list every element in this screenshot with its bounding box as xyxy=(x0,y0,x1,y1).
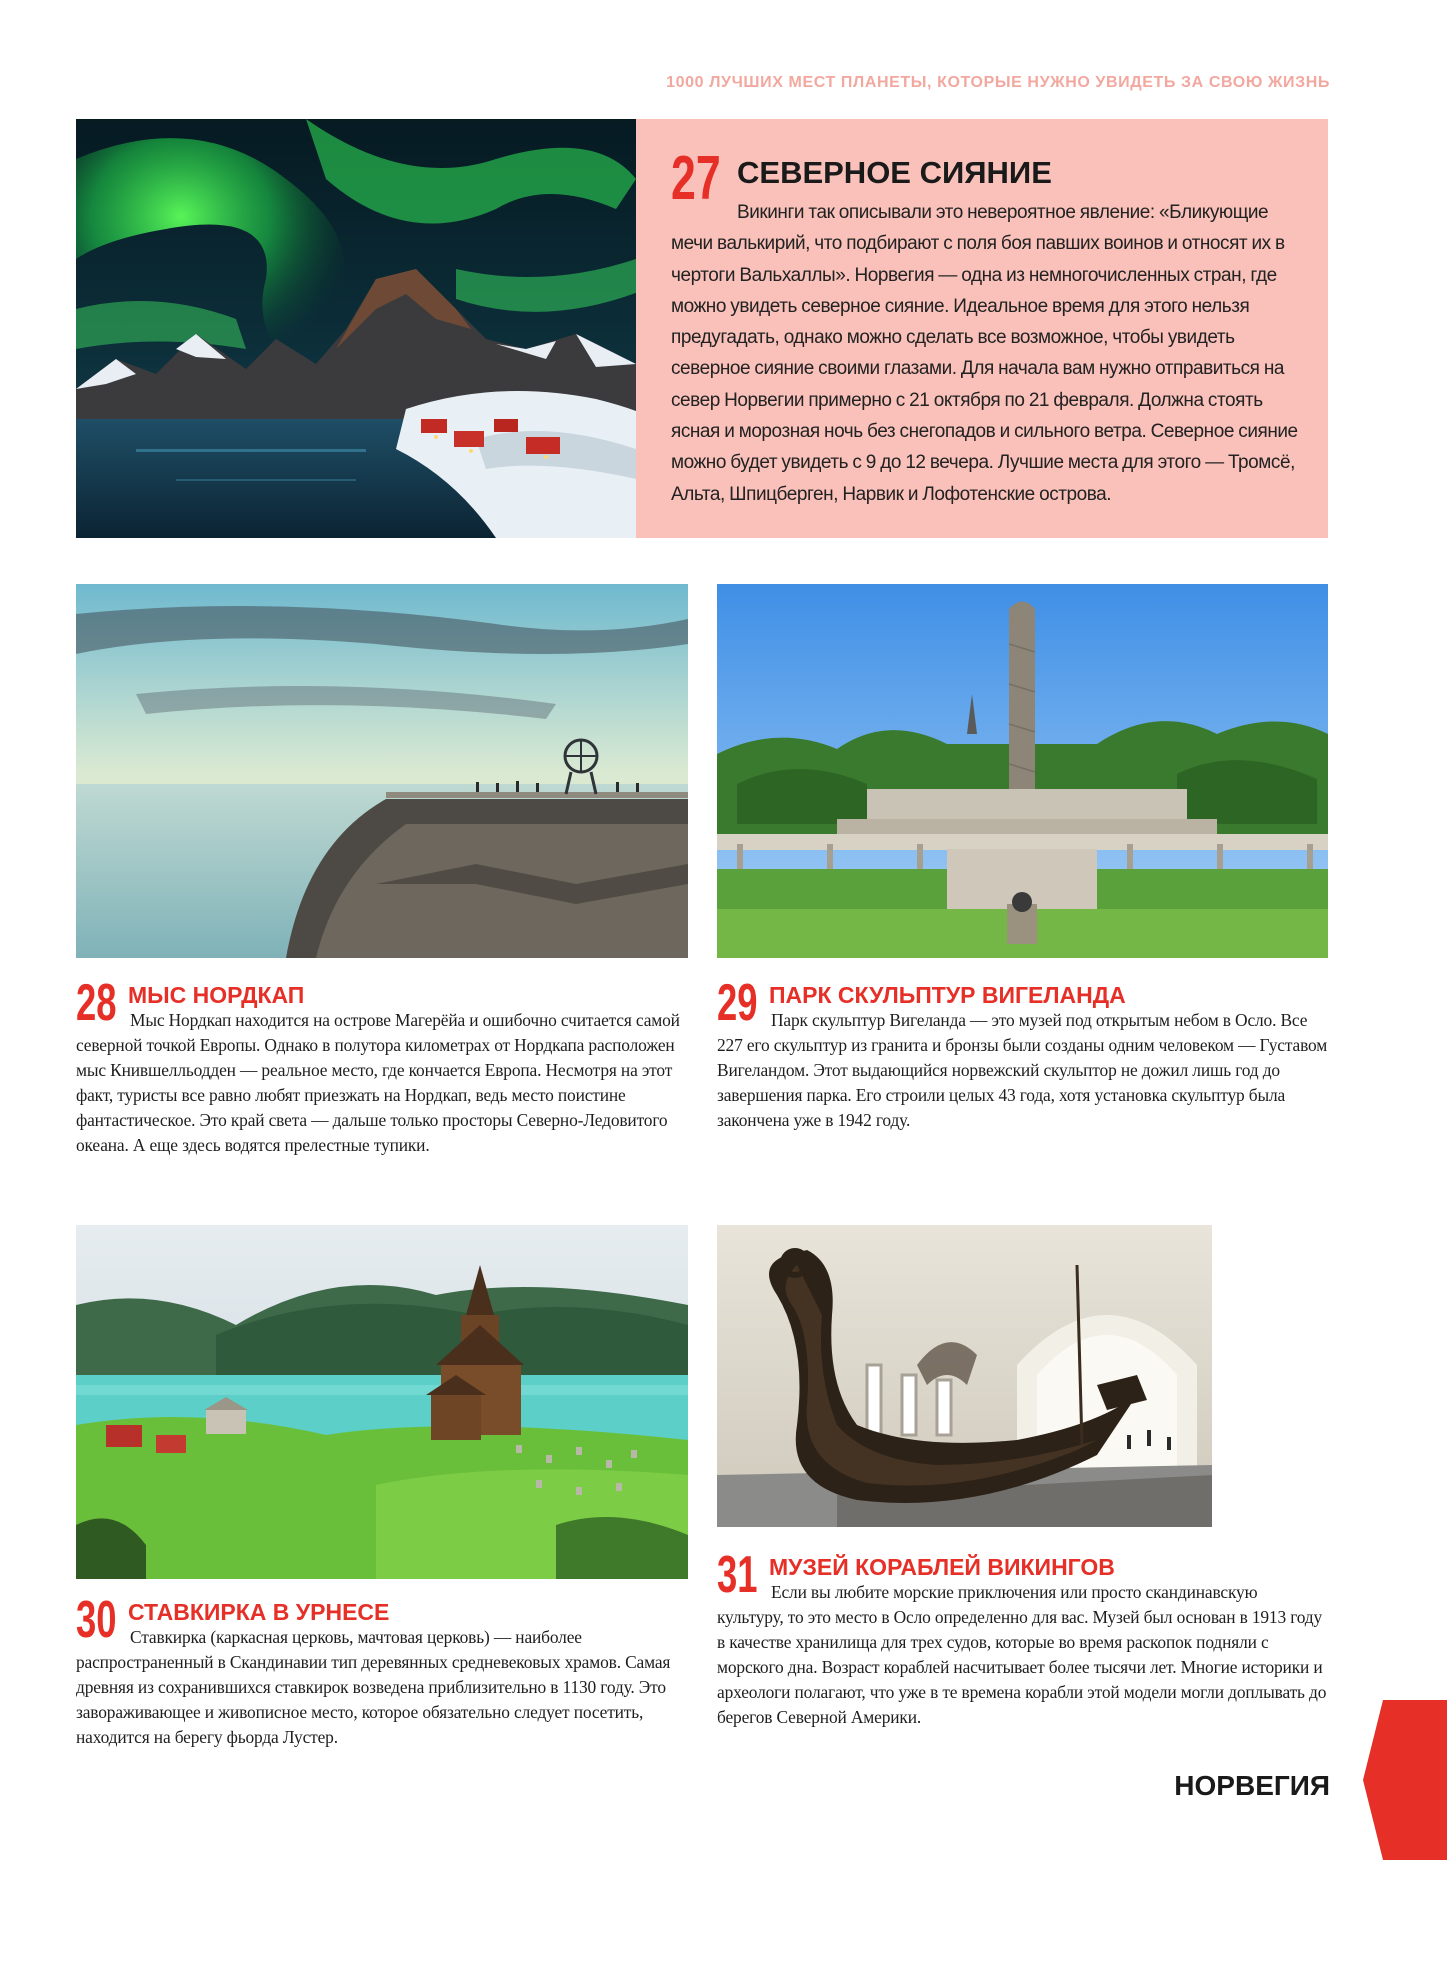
running-head: 1000 ЛУЧШИХ МЕСТ ПЛАНЕТЫ, КОТОРЫЕ НУЖНО УВИДЕТЬ ЗА СВОЮ ЖИЗНЬ xyxy=(666,74,1330,91)
viking-ship-museum-photo xyxy=(717,1225,1212,1527)
article-body: Если вы любите морские приключения или просто скандинавскую культуру, то это место в Осло определенно для вас. Музей был основан в 1913 году в качестве хранилища для трех судов, которые во время раскопок подняли с морского дна. Возраст кораблей насчитывает более тысячи лет. Многие историки и археологи полагают, что уже в те времена корабли этой модели могли доплывать до берегов Северной Америки. xyxy=(717,1582,1327,1727)
nordkapp-photo xyxy=(76,584,688,958)
article-number: 28 xyxy=(76,974,117,1032)
feature-body: Викинги так описывали это невероятное явление: «Бликующие мечи валькирий, что подбирают с поля боя павших воинов и относят их в чертоги Вальхаллы». Норвегия — одна из немногочисленных стран, где можно увидеть северное сияние. Идеальное время для этого нельзя предугадать, однако можно сделать все возможное, чтобы увидеть северное сияние своими глазами. Для начала вам нужно отправиться на север Норвегии примерно с 21 октября по 21 февраля. Должна стоять ясная и морозная ночь без снегопадов и сильного ветра. Северное сияние можно будет увидеть с 9 до 12 вечера. Лучшие места для этого — Тромсё, Альта, Шпицберген, Нарвик и Лофотенские острова. xyxy=(671,202,1298,505)
article-number: 30 xyxy=(76,1591,117,1649)
article-title: СТАВКИРКА В УРНЕСЕ xyxy=(128,1599,390,1625)
article-number: 29 xyxy=(717,974,758,1032)
article-body: Мыс Нордкап находится на острове Магерёйа и ошибочно считается самой северной точкой Европы. Однако в полутора километрах от Нордкапа расположен мыс Кнившелльодден — реальное место, где кончается Европа. Несмотря на этот факт, туристы все равно любят приезжать на Нордкап, ведь место поистине фантастическое. Это край света — дальше только просторы Северно-Ледовитого океана. А еще здесь водятся прелестные тупики. xyxy=(76,1010,680,1155)
article-title: МУЗЕЙ КОРАБЛЕЙ ВИКИНГОВ xyxy=(769,1554,1115,1580)
northern-lights-photo xyxy=(76,119,646,538)
country-tab-marker xyxy=(1363,1700,1447,1860)
article-body: Парк скульптур Вигеланда — это музей под открытым небом в Осло. Все 227 его скульптур из гранита и бронзы были созданы одним человеком — Густавом Вигеландом. Этот выдающийся норвежский скульптор не дожил лишь год до завершения парка. Его строили целых 43 года, хотя установка скульптур была закончена уже в 1942 году. xyxy=(717,1010,1328,1130)
feature-title: СЕВЕРНОЕ СИЯНИЕ xyxy=(737,155,1052,190)
article-number: 31 xyxy=(717,1546,758,1604)
vigeland-park-photo xyxy=(717,584,1328,958)
article-title: МЫС НОРДКАП xyxy=(128,982,305,1008)
article-body: Ставкирка (каркасная церковь, мачтовая церковь) — наиболее распространенный в Скандинавии тип деревянных средневековых храмов. Самая древняя из сохранившихся ставкирок возведена приблизительно в 1130 году. Это завораживающее и живописное место, которое обязательно следует посетить, находится на берегу фьорда Лустер. xyxy=(76,1627,671,1747)
article-title: ПАРК СКУЛЬПТУР ВИГЕЛАНДА xyxy=(769,982,1126,1008)
feature-northern-lights xyxy=(76,119,1328,538)
feature-number: 27 xyxy=(671,144,721,213)
urnes-stave-church-photo xyxy=(76,1225,688,1579)
country-name: НОРВЕГИЯ xyxy=(1174,1770,1330,1801)
